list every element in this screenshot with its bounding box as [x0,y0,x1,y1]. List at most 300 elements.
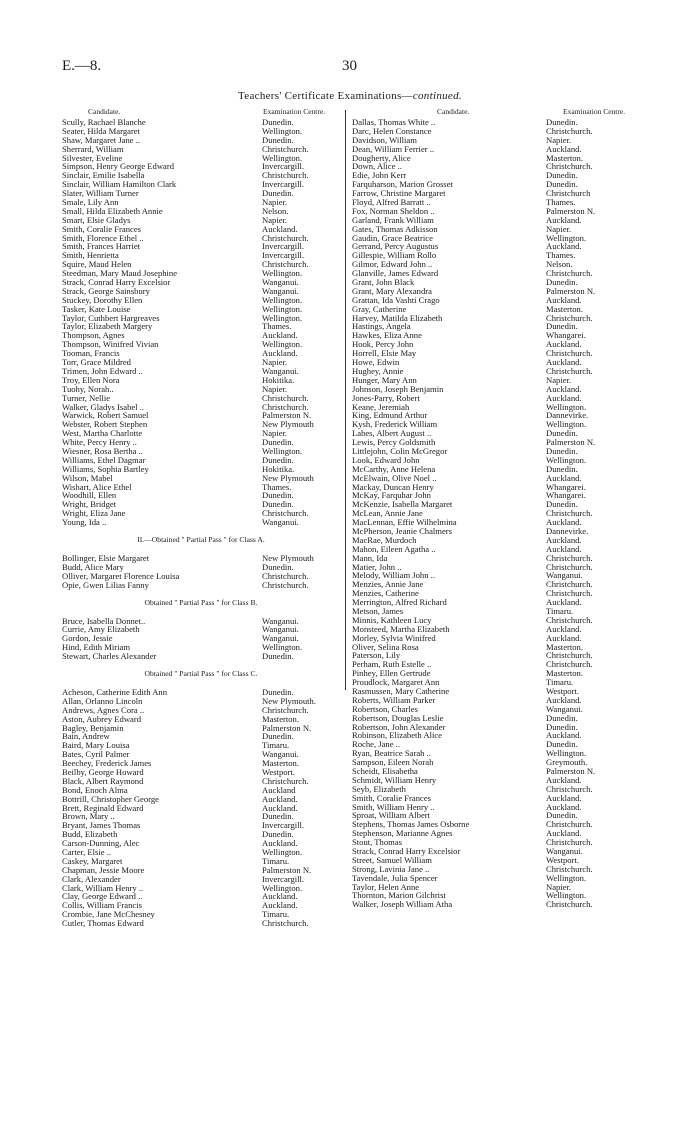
examination-centre: Timaru. [546,677,574,688]
examination-centre: Christchurch. [262,775,309,786]
examination-centre: Christchurch. [546,161,593,172]
examination-centre: Christchurch. [546,579,593,590]
examination-centre: Auckland. [262,891,298,902]
candidate-name: Opie, Gwen Lilias Fanny [62,579,149,590]
candidate-name: Taylor, Cuthbert Hargreaves [62,312,160,323]
candidate-name: Wishart, Alice Ethel [62,481,132,492]
right-column [352,118,652,909]
candidate-name: Walker, Joseph William Atha [352,899,453,910]
examination-centre: Palmerston N. [546,285,596,296]
candidate-name: Matier, John .. [352,561,402,572]
examination-centre: Masterton. [546,641,583,652]
candidate-name: Slater, William Turner [62,188,139,199]
examination-centre: Dunedin. [546,810,578,821]
examination-centre: Auckland. [546,774,582,785]
candidate-name: Stout, Thomas [352,837,402,848]
candidate-name: Menzies, Annie Jane [352,579,424,590]
examination-centre: Auckland. [546,534,582,545]
candidate-name: Mahon, Eileen Agatha .. [352,543,436,554]
examination-centre: Dannevirke. [546,410,589,421]
examination-centre: Wellington. [546,748,587,759]
examination-centre: Napier. [546,223,572,234]
examination-centre: Auckland. [262,900,298,911]
examination-centre: Dunedin. [546,499,578,510]
examination-centre: Dunedin. [262,731,294,742]
candidate-name: MacRae, Murdoch [352,534,417,545]
examination-centre: Wellington. [546,454,587,465]
candidate-name: Edie, John Kerr [352,170,407,181]
candidate-name: Stuckey, Dorothy Ellen [62,294,143,305]
candidate-name: Stephenson, Marianne Agnes [352,828,453,839]
examination-centre: Christchurch. [546,348,593,359]
candidate-name: Down, Alice .. [352,161,402,172]
candidate-name: Taylor, Elizabeth Margery [62,321,153,332]
candidate-name: Schmidt, William Henry [352,774,437,785]
examination-centre: Whangarei. [546,330,586,341]
candidate-name: Strack, Conrad Harry Excelsior [352,846,461,857]
examination-centre: Invercargill. [262,161,305,172]
candidate-name: Fox, Norman Sheldon .. [352,205,435,216]
examination-centre: Dunedin. [262,686,294,697]
candidate-name: Small, Hilda Elizabeth Annie [62,205,163,216]
examination-centre: Auckland. [546,730,582,741]
candidate-name: Turner, Nellie [62,392,111,403]
examination-centre: Christchurch. [546,819,593,830]
candidate-name: Hind, Edith Miriam [62,642,131,653]
candidate-name: Trimen, John Edward .. [62,365,143,376]
examination-centre: Dunedin. [262,454,294,465]
candidate-name: Smale, Lily Ann [62,197,119,208]
candidate-name: Carter, Elsie .. [62,847,112,858]
examination-centre: Auckland. [546,597,582,608]
examination-centre: Hokitika. [262,463,295,474]
examination-centre: Wanganui. [262,615,299,626]
examination-centre: Dunedin. [546,712,578,723]
candidate-name: McElwain, Olive Noel .. [352,472,437,483]
candidate-name: Smith, Coralie Frances [352,792,432,803]
examination-centre: Auckland. [546,339,582,350]
candidate-row [352,545,652,554]
candidate-row [62,581,340,590]
candidate-name: Hawkes, Eliza Anne [352,330,422,341]
examination-centre: Christchurch. [262,392,309,403]
candidate-name: Lewis, Percy Goldsmith [352,437,436,448]
candidate-name: Wiesner, Rosa Bertha .. [62,445,143,456]
left-column [62,118,340,928]
candidate-name: Williams, Ethel Dagmar [62,454,146,465]
examination-centre: New Plymouth [262,419,314,430]
title-main: Teachers' Certificate Examinations— [238,90,413,102]
examination-centre: Wellington. [546,232,587,243]
candidate-name: Strack, Conrad Harry Excelsior [62,277,171,288]
examination-centre: Wanganui. [262,365,299,376]
candidate-name: Seater, Hilda Margaret [62,125,141,136]
candidate-name: Robertson, Douglas Leslie [352,712,444,723]
examination-centre: Wellington. [546,872,587,883]
examination-centre: Christchurch. [262,570,309,581]
examination-centre: Dunedin. [262,811,294,822]
candidate-name: Floyd, Alfred Barratt .. [352,197,431,208]
examination-centre: Napier. [262,197,288,208]
candidate-name: Smith, Florence Ethel .. [62,232,144,243]
candidate-name: Gerrand, Percy Augustus [352,241,439,252]
candidate-name: Labes, Albert August .. [352,428,432,439]
candidate-name: Dean, William Ferrier .. [352,143,435,154]
examination-centre: Wellington. [262,882,303,893]
candidate-name: Stewart, Charles Alexander [62,651,157,662]
examination-centre: Westport. [262,767,295,777]
examination-centre: Timaru. [262,855,290,866]
candidate-name: Silvester, Eveline [62,152,123,163]
candidate-name: Dallas, Thomas White .. [352,117,436,127]
candidate-name: McCarthy, Anne Helena [352,463,436,474]
examination-centre: Wanganui. [262,633,299,644]
candidate-name: Morley, Sylvia Winifred [352,632,436,643]
examination-centre: Auckland. [262,330,298,341]
examination-centre: Thames. [262,321,292,332]
candidate-name: Roberts, William Parker [352,694,436,705]
candidate-name: Walker, Gladys Isabel .. [62,401,145,412]
examination-centre: Dunedin. [546,445,578,456]
examination-centre: Auckland. [546,632,582,643]
examination-centre: Invercargill. [262,241,305,252]
candidate-name: Davidson, William [352,134,417,145]
candidate-name: McKay, Farquhar John [352,490,431,501]
candidate-name: Gray, Catherine [352,303,407,314]
examination-centre: Dunedin. [546,117,578,127]
examination-centre: Dunedin. [546,428,578,439]
candidate-name: White, Percy Henry .. [62,437,137,448]
candidate-name: Thompson, Agnes [62,330,125,341]
examination-centre: Auckland. [546,383,582,394]
candidate-name: Smith, Henrietta [62,250,119,261]
candidate-name: Squire, Maud Helen [62,259,132,270]
examination-centre: Dannevirke. [546,525,589,536]
candidate-name: Grattan, Ida Vashti Crago [352,294,440,305]
examination-centre: Wellington. [546,419,587,430]
document-code: E.—8. [62,58,102,74]
candidate-name: Paterson, Lily [352,650,401,661]
examination-centre: Christchurch. [546,561,593,572]
candidate-name: Carson-Dunning, Alec [62,838,140,849]
candidate-name: Allan, Orlanno Lincoln [62,695,143,706]
candidate-name: Bates, Cyril Palmer [62,749,130,760]
candidate-name: Strong, Lavinia Jane .. [352,863,430,874]
examination-centre: Auckland. [546,517,582,528]
examination-centre: Christchurch. [262,259,309,270]
examination-centre: New Plymouth [262,552,314,563]
candidate-name: Look, Edward John [352,454,420,465]
candidate-name: Taylor, Helen Anne [352,881,420,892]
candidate-name: Gaudin, Grace Beatrice [352,232,433,243]
examination-centre: Invercargill. [262,179,305,190]
candidate-name: Wright, Bridget [62,499,117,510]
examination-centre: Dunedin. [546,739,578,750]
candidate-name: Torr, Grace Mildred [62,357,131,368]
examination-centre: Timaru. [262,909,290,920]
examination-centre: Auckland. [262,348,298,359]
candidate-name: Clay, George Edward .. [62,891,143,902]
candidate-name: Darc, Helen Constance [352,125,432,136]
examination-centre: Wellington. [546,890,587,901]
candidate-name: Scheidt, Elisabetha [352,766,418,777]
examination-centre: Palmerston N. [546,766,596,777]
candidate-name: Keane, Jeremiah [352,401,410,412]
examination-centre: Auckland. [546,143,582,154]
candidate-name: Littlejohn, Colin McGregor [352,445,448,456]
examination-centre: Invercargill. [262,873,305,884]
candidate-name: Monsteed, Martha Elizabeth [352,623,450,634]
candidate-name: Horrell, Elsie May [352,348,417,359]
candidate-name: Grant, Mary Alexandra [352,285,432,296]
candidate-name: Rasmussen, Mary Catherine [352,686,450,696]
examination-centre: Masterton. [546,303,583,314]
candidate-name: Troy, Ellen Nora [62,374,120,385]
candidate-name: Sinclair, Emilie Isabella [62,170,145,181]
candidate-name: Currie, Amy Elizabeth [62,624,140,635]
examination-centre: Whangarei. [546,490,586,501]
candidate-name: Menzies, Catherine [352,588,419,599]
candidate-name: Chapman, Jessie Moore [62,864,145,875]
examination-centre: Wanganui. [262,285,299,296]
examination-centre: Christchurch. [546,837,593,848]
examination-centre: Dunedin. [262,188,294,199]
candidate-name: Smart, Elsie Gladys [62,214,131,225]
examination-centre: Palmerston N. [262,410,312,421]
candidate-row [62,652,340,661]
candidate-name: Smith, William Henry .. [352,801,435,812]
examination-centre: Wellington. [262,445,303,456]
examination-centre: Christchurch. [262,232,309,243]
candidate-name: Hook, Percy John [352,339,414,350]
candidate-name: Sherrard, William [62,143,124,154]
examination-centre: Christchurch. [262,508,309,519]
candidate-name: Seyb, Elizabeth [352,783,406,794]
candidate-name: Dougherty, Alice [352,152,411,163]
examination-centre: Invercargill. [262,250,305,261]
candidate-name: Harvey, Matilda Elizabeth [352,312,443,323]
candidate-name: Howe, Edwin [352,357,400,368]
examination-centre: Nelson. [262,205,289,216]
examination-centre: Wanganui. [262,277,299,288]
candidate-name: Collis, William Francis [62,900,142,911]
candidate-name: Tavendale, Julia Spencer [352,872,438,883]
examination-centre: Palmerston N. [546,205,596,216]
candidate-name: Proudlock, Margaret Ann [352,677,440,688]
examination-centre: Auckland. [546,214,582,225]
examination-centre: Dunedin. [262,829,294,840]
candidate-name: Gillespie, William Rollo [352,250,437,261]
candidate-name: Tasker, Kate Louise [62,303,131,314]
examination-centre: Westport. [546,686,579,696]
examination-centre: Napier. [262,428,288,439]
candidate-name: Glanville, James Edward [352,268,439,279]
examination-centre: Wanganui. [546,846,583,857]
candidate-name: Farquharson, Marion Grosset [352,179,453,190]
candidate-name: Olliver, Margaret Florence Louisa [62,570,180,581]
candidate-name: Budd, Alice Mary [62,561,124,572]
candidate-name: MacLennan, Effie Wilhelmina [352,517,457,528]
candidate-name: Gordon, Jessie [62,633,113,644]
examination-centre: Wellington. [546,401,587,412]
candidate-name: Bain, Andrew [62,731,110,742]
examination-centre: Christchurch. [546,863,593,874]
examination-centre: Dunedin. [262,117,294,127]
examination-centre: Auckland. [262,793,298,804]
examination-centre: Hokitika. [262,374,295,385]
examination-centre: Dunedin. [546,179,578,190]
examination-centre: Dunedin. [262,651,294,662]
candidate-name: Jones-Parry, Robert [352,392,420,403]
examination-centre: Dunedin. [262,561,294,572]
candidate-name: Clark, William Henry .. [62,882,144,893]
candidate-name: Sampson, Eileen Norah [352,757,434,768]
examination-centre: Christchurch. [262,918,309,929]
examination-centre: Auckland. [546,801,582,812]
examination-centre: Napier. [546,134,572,145]
examination-centre: Christchurch. [546,552,593,563]
examination-centre: Auckland. [546,472,582,483]
examination-centre: Wanganui. [262,517,299,528]
candidate-name: Shaw, Margaret Jane .. [62,134,141,145]
candidate-name: Wright, Eliza Jane [62,508,126,519]
candidate-name: Robertson, John Alexander [352,721,446,732]
examination-centre: Christchurch. [262,170,309,181]
examination-centre: Christchurch. [262,143,309,154]
examination-centre: Dunedin. [546,321,578,332]
examination-centre: Dunedin. [262,490,294,501]
examination-centre: Napier. [262,383,288,394]
candidate-name: Mann, Ida [352,552,388,563]
examination-centre: Wellington. [262,294,303,305]
candidate-row [62,518,340,527]
examination-centre: Christchurch. [546,650,593,661]
candidate-name: Robertson, Charles [352,703,418,714]
examination-centre: Dunedin. [262,437,294,448]
candidate-name: Bryant, James Thomas [62,820,141,831]
examination-centre: Wellington. [262,312,303,323]
examination-centre: Dunedin. [546,463,578,474]
examination-centre: Auckland. [262,838,298,849]
candidate-name: Scully, Rachael Blanche [62,117,146,127]
candidate-name: Mackay, Duncan Henry [352,481,434,492]
candidate-name: Williams, Sophia Bartley [62,463,149,474]
candidate-name: Strack, George Sainsbury [62,285,150,296]
examination-centre: Thames. [546,250,576,261]
examination-centre: Auckland. [546,543,582,554]
candidate-name: McLean, Annie Jane [352,508,423,519]
examination-centre: Wellington. [262,847,303,858]
candidate-name: Tooman, Francis [62,348,120,359]
examination-centre: Wellington. [262,125,303,136]
candidate-name: Smith, Frances Harriet [62,241,141,252]
candidate-name: Stephens, Thomas James Osborne [352,819,470,830]
examination-centre: Napier. [546,374,572,385]
candidate-name: Perham, Ruth Estelle .. [352,659,432,670]
examination-centre: Dunedin. [546,721,578,732]
section-heading: II.—Obtained " Partial Pass " for Class A. [137,534,265,544]
left-candidate-header: Candidate. [88,107,121,116]
examination-centre: Palmerston N. [546,437,596,448]
candidate-name: Baird, Mary Louisa [62,740,130,751]
candidate-name: Hunger, Mary Ann [352,374,417,385]
candidate-name: Aston, Aubrey Edward [62,713,142,724]
candidate-name: Young, Ida .. [62,517,107,528]
examination-centre: Masterton. [546,152,583,163]
candidate-name: Wilson, Mabel [62,472,113,483]
candidate-name: King, Edmund Arthur [352,410,428,421]
examination-centre: Auckland. [546,694,582,705]
examination-centre: Christchurch. [546,899,593,910]
candidate-name: Pinhey, Ellen Gertrude [352,668,431,679]
left-centre-header: Examination Centre. [263,107,326,116]
examination-centre: New Plymouth. [262,695,316,706]
examination-centre: Whangarei. [546,481,586,492]
examination-centre: Christchurch [546,188,591,199]
examination-centre: Auckland. [546,357,582,368]
candidate-name: Johnson, Joseph Benjamin [352,383,444,394]
examination-centre: Auckland. [546,828,582,839]
candidate-name: Bollinger, Elsie Margaret [62,552,150,563]
examination-centre: Auckland. [262,223,298,234]
examination-centre: Christchurch. [546,125,593,136]
examination-centre: Auckland. [262,802,298,813]
candidate-name: Black, Albert Raymond [62,775,144,786]
candidate-name: Caskey, Margaret [62,855,123,866]
examination-centre: Thames. [262,481,292,492]
examination-centre: Wellington. [262,642,303,653]
examination-centre: Christchurch. [546,365,593,376]
examination-centre: Christchurch. [262,579,309,590]
candidate-name: Woodhill, Ellen [62,490,117,501]
candidate-name: Bottrill, Christopher George [62,793,159,804]
candidate-name: Thornton, Marion Gilchrist [352,890,446,901]
examination-centre: Christchurch. [262,401,309,412]
examination-centre: Nelson. [546,259,573,270]
candidate-name: Cutler, Thomas Edward [62,918,144,929]
examination-centre: Auckland. [546,623,582,634]
examination-centre: Palmerston N. [262,722,312,733]
examination-centre: Christchurch. [546,508,593,519]
candidate-name: Sproat, William Albert [352,810,431,821]
candidate-name: Grant, John Black [352,277,415,288]
candidate-name: Melody, William John .. [352,570,435,581]
examination-centre: Christchurch. [262,704,309,715]
candidate-name: Smith, Coralie Frances [62,223,142,234]
candidate-name: Ryan, Beatrice Sarah .. [352,748,431,759]
examination-centre: Dunedin. [546,170,578,181]
candidate-name: Robinson, Elizabeth Alice [352,730,442,741]
candidate-name: Simpson, Henry George Edward [62,161,175,172]
candidate-name: Farrow, Christine Margaret [352,188,446,199]
examination-centre: Palmerston N. [262,864,312,875]
examination-centre: Thames. [546,197,576,208]
candidate-name: Warwick, Robert Samuel [62,410,149,421]
examination-centre: Wellington. [262,339,303,350]
examination-centre: Dunedin. [262,134,294,145]
examination-centre: Masterton. [262,758,299,769]
title-continued: continued. [412,90,462,102]
candidate-name: Minnis, Kathleen Lucy [352,614,432,625]
examination-centre: Timaru. [262,740,290,751]
examination-centre: Christchurch. [546,588,593,599]
examination-centre: Auckland. [546,792,582,803]
candidate-name: Brett, Reginald Edward [62,802,144,813]
candidate-name: Garland, Frank William [352,214,434,225]
section-heading: Obtained " Partial Pass " for Class B. [144,597,258,607]
candidate-name: Clark, Alexander [62,873,121,884]
candidate-name: McKenzie, Isabella Margaret [352,499,453,510]
